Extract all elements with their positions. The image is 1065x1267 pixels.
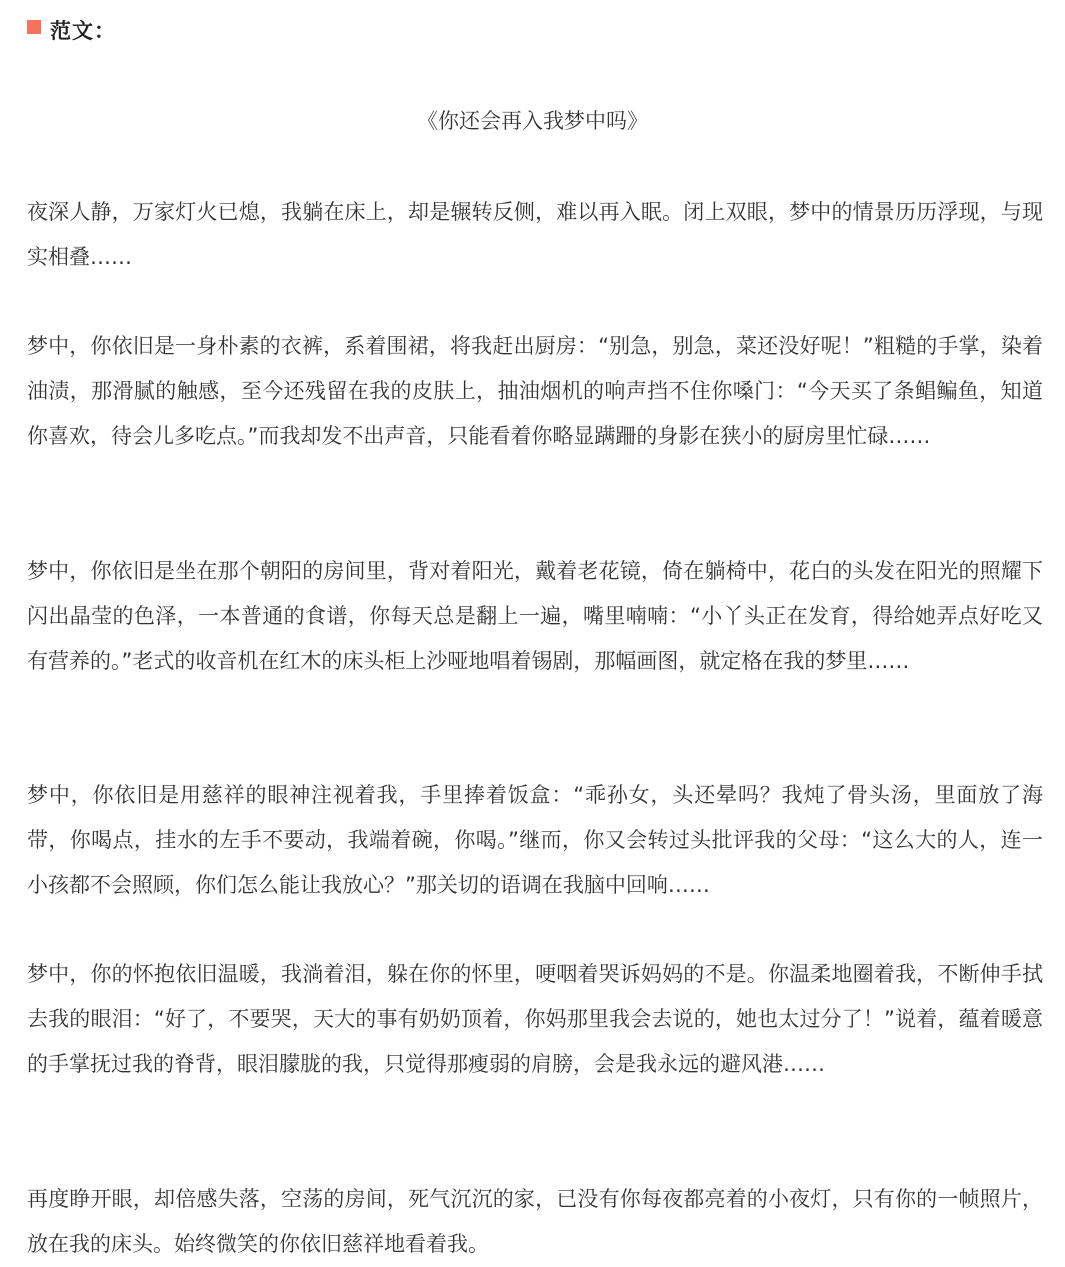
essay-paragraph: 梦中，你依旧是用慈祥的眼神注视着我，手里捧着饭盒：“乖孙女，头还晕吗？我炖了骨头汤，里面放了海带，你喝点，挂水的左手不要动，我端着碗，你喝。”继而，你又会转过头批评我的父母：“这么大的人，连一小孩都不会照顾，你们怎么能让我放心？”那关切的语调在我脑中回响…… xyxy=(27,783,1043,897)
essay-paragraph: 梦中，你依旧是一身朴素的衣裤，系着围裙，将我赶出厨房：“别急，别急，菜还没好呢！”粗糙的手掌，染着油渍，那滑腻的触感，至今还残留在我的皮肤上，抽油烟机的响声挡不住你嗓门：“今天买了条鲳鳊鱼，知道你喜欢，待会儿多吃点。”而我却发不出声音，只能看着你略显蹒跚的身影在狭小的厨房里忙碌…… xyxy=(27,334,1043,448)
essay-paragraph: 再度睁开眼，却倍感失落，空荡的房间，死气沉沉的家，已没有你每夜都亮着的小夜灯，只有你的一帧照片，放在我的床头。始终微笑的你依旧慈祥地看着我。 xyxy=(27,1187,1043,1256)
essay-title: 《你还会再入我梦中吗》 xyxy=(417,109,648,133)
section-title: 范文： xyxy=(50,19,116,43)
essay-paragraph: 梦中，你的怀抱依旧温暖，我淌着泪，躲在你的怀里，哽咽着哭诉妈妈的不是。你温柔地圈着我，不断伸手拭去我的眼泪：“好了，不要哭，天大的事有奶奶顶着，你妈那里我会去说的，她也太过分了！”说着，蕴着暖意的手掌抚过我的脊背，眼泪朦胧的我，只觉得那瘦弱的肩膀，会是我永远的避风港…… xyxy=(27,962,1043,1076)
essay-paragraph: 夜深人静，万家灯火已熄，我躺在床上，却是辗转反侧，难以再入眠。闭上双眼，梦中的情景历历浮现，与现实相叠…… xyxy=(27,200,1043,269)
square-bullet-icon xyxy=(27,20,41,34)
essay-paragraph: 梦中，你依旧是坐在那个朝阳的房间里，背对着阳光，戴着老花镜，倚在躺椅中，花白的头发在阳光的照耀下闪出晶莹的色泽，一本普通的食谱，你每天总是翻上一遍，嘴里喃喃：“小丫头正在发育，得给她弄点好吃又有营养的。”老式的收音机在红木的床头柜上沙哑地唱着锡剧，那幅画图，就定格在我的梦里…… xyxy=(27,559,1043,673)
section-header xyxy=(27,12,116,48)
